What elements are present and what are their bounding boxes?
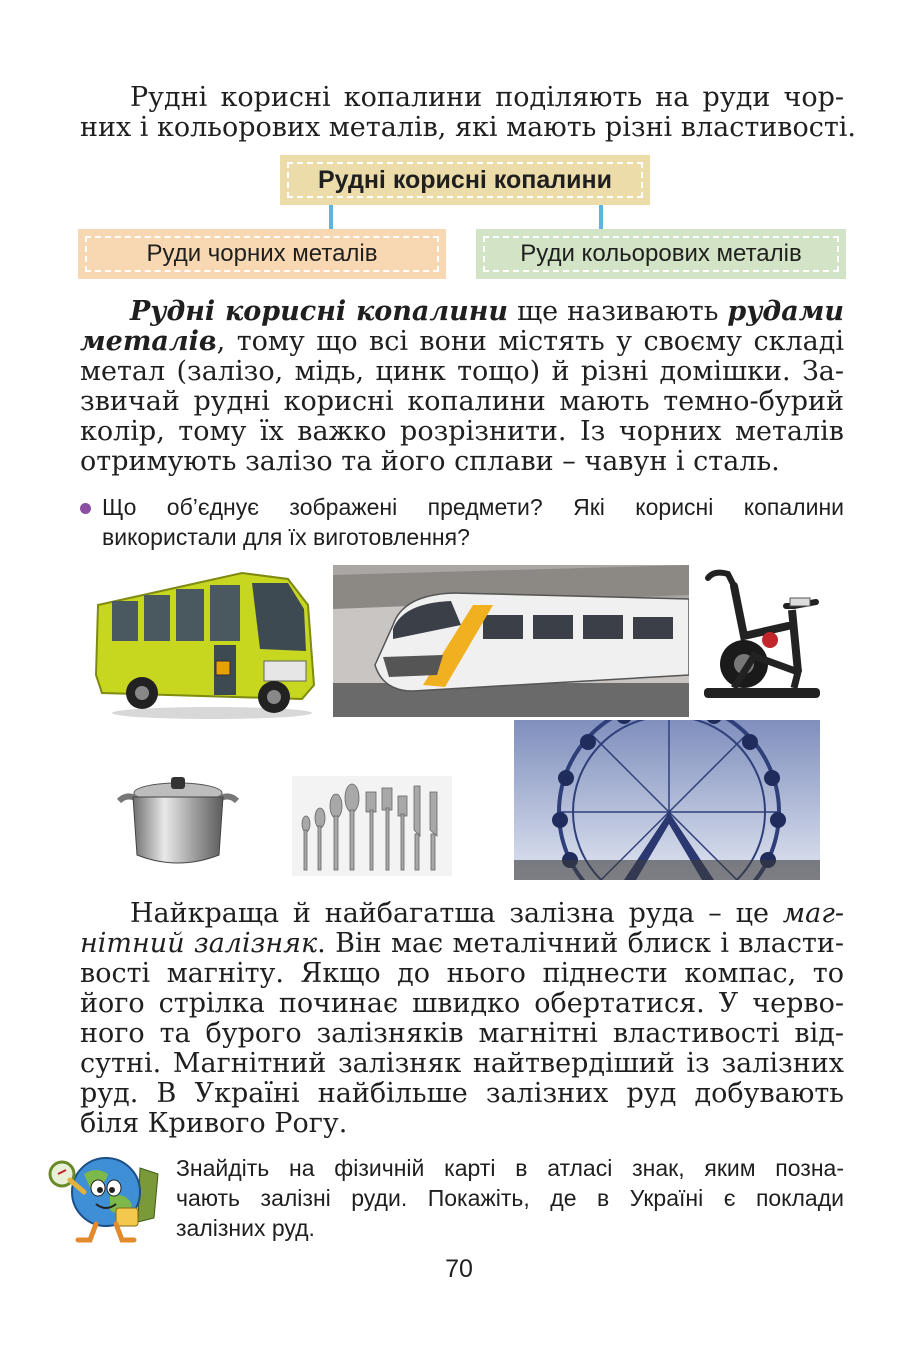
page-number: 70 [445,1255,473,1283]
diagram-top-box [280,155,650,205]
cutlery-picture [292,776,452,876]
magnetite-line: вості магніту. Якщо до нього піднести компас, то [80,958,844,989]
magnetite-line: біля Кривого Рогу. [80,1108,348,1139]
magnetite-text: Найкраща й найбагатша залізна руда – це [130,898,783,929]
term-metal-ores: рудами [727,296,844,327]
intro-paragraph [80,82,857,143]
term-magnetite-2: нітний залізняк [80,928,318,959]
ore-text: , тому що всі вони містять у своєму складі [216,326,844,357]
term-magnetite: маг- [782,898,844,929]
diagram-connector-left [329,205,333,229]
magnetite-line [80,929,844,959]
magnetite-line [80,899,844,929]
task-line: залізних руд. [176,1215,315,1241]
intro-line: них і кольорових металів, які мають різні властивості. [80,112,857,143]
diagram-left-label: Руди чорних металів [146,240,378,267]
ore-line: отримують залізо та його сплави – чавун і сталь. [80,446,780,477]
bus-picture [92,565,320,720]
magnetite-line: його стрілка починає швидко обертатися. У черво- [80,988,844,1019]
magnetite-text: . Він має металічний блиск і власти- [317,928,844,959]
pot-picture [115,771,241,871]
exercise-bike-picture [694,566,828,708]
task-line: чають залізні руди. Покажіть, де в Україні є поклади [176,1185,844,1211]
diagram-top-label: Рудні корисні копалини [318,165,612,194]
ore-line: звичай рудні корисні копалини мають темно-бурий [80,386,844,417]
question-line: використали для їх виготовлення? [102,524,470,550]
train-picture [333,565,689,717]
diagram-left-box [78,229,446,279]
ore-text: ще називають [508,296,728,327]
task-line: Знайдіть на фізичній карті в атласі знак, яким позна- [176,1155,844,1181]
bullet-icon [80,503,91,514]
intro-line: Рудні корисні копалини поділяють на руди чор- [130,82,844,113]
term-metal-ores-2: металів [80,326,217,357]
question-block [80,492,844,552]
ferris-wheel-picture [514,720,820,880]
ore-paragraph [80,297,844,477]
ore-line [80,327,844,357]
ore-line: метал (залізо, мідь, цинк тощо) й різні домішки. За- [80,356,844,387]
ore-line: колір, тому їх важко розрізнити. Із чорних металів [80,416,844,447]
ore-line [80,297,844,327]
diagram-right-label: Руди кольорових металів [520,240,802,267]
term-ore-minerals: Рудні корисні копалини [130,296,509,327]
magnetite-line: руд. В Україні найбільше залізних руд добувають [80,1078,844,1109]
globe-mascot-icon [44,1148,162,1244]
task-block [176,1153,844,1243]
question-line: Що об’єднує зображені предмети? Які корисні копалини [102,494,844,520]
magnetite-line: сутні. Магнітний залізняк найтвердіший із залізних [80,1048,844,1079]
diagram-connector-right [599,205,603,229]
magnetite-paragraph [80,899,844,1139]
diagram-right-box [476,229,846,279]
magnetite-line: ного та бурого залізняків магнітні властивості від- [80,1018,844,1049]
